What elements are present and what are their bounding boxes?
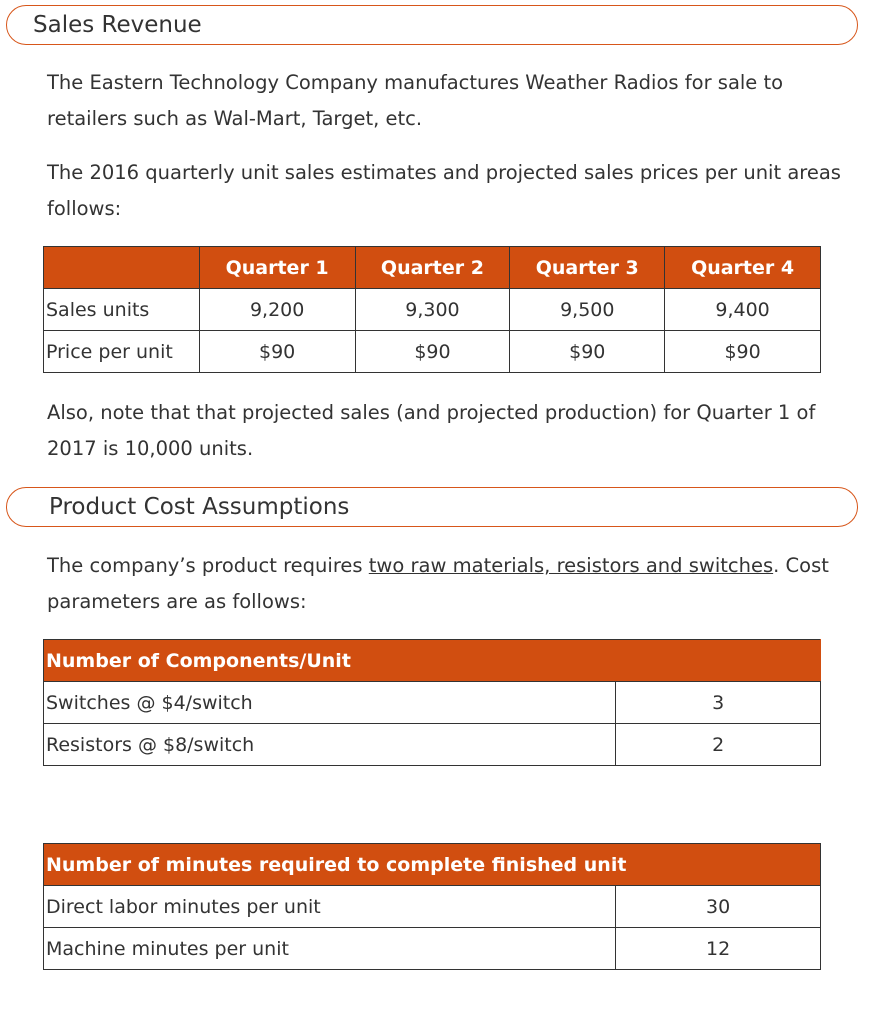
table-header-cell: Quarter 2 [355,247,510,289]
table-cell: 9,200 [199,289,355,331]
product-cost-header [6,487,858,527]
table-header-cell: Quarter 4 [665,247,821,289]
row-label: Resistors @ $8/switch [44,724,616,766]
table-cell: 30 [616,886,821,928]
raw-materials-paragraph [47,548,847,620]
minutes-header-row [44,844,821,886]
table-row [44,682,821,724]
table-cell: 2 [616,724,821,766]
table-row [44,289,821,331]
product-cost-title: Product Cost Assumptions [49,494,350,520]
sales-revenue-title: Sales Revenue [33,12,202,38]
quarterly-table-header-row [44,247,821,289]
row-label: Direct labor minutes per unit [44,886,616,928]
table-row [44,886,821,928]
raw-materials-text-after: . Cost parameters are as follows: [47,554,829,613]
table-cell: $90 [510,331,665,373]
row-label: Sales units [44,289,200,331]
table-cell: 9,300 [355,289,510,331]
note-paragraph: Also, note that that projected sales (and projected production) for Quarter 1 of 2017 is 10,000 units. [47,401,816,460]
sales-revenue-header [6,5,858,45]
table-cell: 12 [616,928,821,970]
table-cell: $90 [665,331,821,373]
table-header-cell: Quarter 1 [199,247,355,289]
table-cell: 9,400 [665,289,821,331]
table-row [44,724,821,766]
table-header-cell: Quarter 3 [510,247,665,289]
table-row [44,928,821,970]
components-table [43,639,821,766]
quarterly-estimates-paragraph: The 2016 quarterly unit sales estimates and projected sales prices per unit areas follows: [47,161,841,220]
table-cell: 9,500 [510,289,665,331]
row-label: Machine minutes per unit [44,928,616,970]
components-header-row [44,640,821,682]
row-label: Switches @ $4/switch [44,682,616,724]
table-header-cell [44,247,200,289]
quarterly-sales-table [43,246,821,373]
table-cell: 3 [616,682,821,724]
row-label: Price per unit [44,331,200,373]
minutes-table [43,843,821,970]
raw-materials-text-before: The company’s product requires [47,554,369,577]
table-cell: $90 [199,331,355,373]
components-header: Number of Components/Unit [44,640,821,682]
table-cell: $90 [355,331,510,373]
raw-materials-link[interactable]: two raw materials, resistors and switches [368,554,774,577]
table-row [44,331,821,373]
intro-paragraph: The Eastern Technology Company manufactures Weather Radios for sale to retailers such as Wal-Mart, Target, etc. [47,71,784,130]
minutes-header: Number of minutes required to complete finished unit [44,844,821,886]
